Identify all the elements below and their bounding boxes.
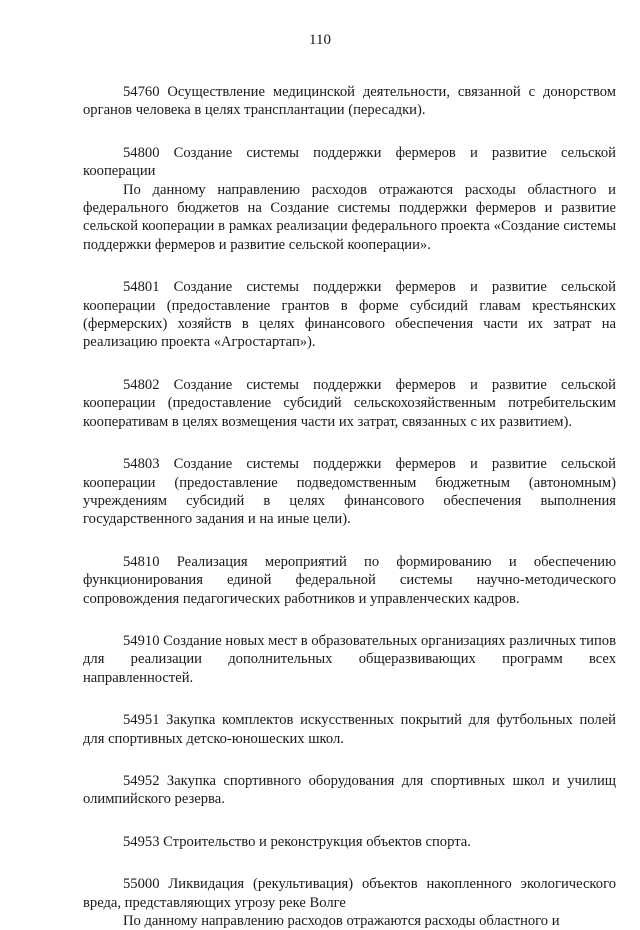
entry-heading bbox=[83, 772, 616, 809]
entry-heading bbox=[83, 455, 616, 529]
entry-54760 bbox=[83, 83, 616, 120]
entry-title: Ликвидация (рекультивация) объектов накопленного экологического вреда, представляющих угрозу реке Волге bbox=[83, 876, 616, 911]
entry-heading bbox=[83, 553, 616, 608]
entry-code: 55000 bbox=[123, 876, 160, 893]
entry-code: 54803 bbox=[123, 456, 160, 473]
entry-heading bbox=[83, 144, 616, 181]
entry-heading bbox=[83, 833, 616, 851]
entry-title: Создание системы поддержки фермеров и развитие сельской кооперации (предоставление подведомственным бюджетным (автономным) учреждениям субсидий в целях финансового обеспечения выполнения государственного задания и на иные цели). bbox=[83, 456, 616, 528]
entry-title: Реализация мероприятий по формированию и обеспечению функционирования единой федеральной системы научно-методического сопровождения педагогических работников и управленческих кадров. bbox=[83, 553, 616, 607]
entry-54800 bbox=[83, 144, 616, 254]
entry-54810 bbox=[83, 553, 616, 608]
entry-title: Строительство и реконструкция объектов спорта. bbox=[163, 833, 471, 850]
entry-heading bbox=[83, 711, 616, 748]
entry-title: Закупка комплектов искусственных покрытий для футбольных полей для спортивных детско-юношеских школ. bbox=[83, 712, 616, 747]
entry-heading bbox=[83, 83, 616, 120]
entry-54952 bbox=[83, 772, 616, 809]
entry-54803 bbox=[83, 455, 616, 529]
entry-description: По данному направлению расходов отражаются расходы областного и федерального бюджетов на Создание системы поддержки фермеров и развитие сельской кооперации в рамках реализации федерального проекта «Создание системы поддержки фермеров и развитие сельской кооперации». bbox=[83, 181, 616, 253]
entry-54910 bbox=[83, 632, 616, 687]
entry-description: По данному направлению расходов отражаются расходы областного и bbox=[123, 913, 560, 929]
entry-54801 bbox=[83, 278, 616, 352]
entry-title: Создание системы поддержки фермеров и развитие сельской кооперации bbox=[83, 144, 616, 180]
entry-title: Создание системы поддержки фермеров и развитие сельской кооперации (предоставление субсидий сельскохозяйственным потребительским кооперативам в целях возмещения части их затрат, связанных с их развитием). bbox=[83, 376, 616, 430]
entry-code: 54953 bbox=[123, 833, 160, 850]
entry-code: 54951 bbox=[123, 712, 160, 729]
entry-heading bbox=[83, 875, 616, 912]
entry-code: 54800 bbox=[123, 144, 160, 161]
document-body bbox=[83, 83, 616, 930]
page-number: 110 bbox=[309, 32, 331, 48]
entry-title: Создание новых мест в образовательных организациях различных типов для реализации дополнительных общеразвивающих программ всех направленностей. bbox=[83, 632, 616, 686]
entry-54953 bbox=[83, 833, 616, 851]
entry-code: 54760 bbox=[123, 84, 160, 100]
entry-heading bbox=[83, 278, 616, 352]
entry-title: Создание системы поддержки фермеров и развитие сельской кооперации (предоставление грантов в форме субсидий главам крестьянских (фермерских) хозяйств в целях финансового обеспечения части их затрат на реализацию проекта «Агростартап»). bbox=[83, 279, 616, 351]
entry-title: Закупка спортивного оборудования для спортивных школ и училищ олимпийского резерва. bbox=[83, 772, 616, 808]
entry-code: 54802 bbox=[123, 376, 160, 393]
entry-54802 bbox=[83, 376, 616, 431]
entry-code: 54810 bbox=[123, 553, 160, 570]
entry-heading bbox=[83, 376, 616, 431]
entry-54951 bbox=[83, 711, 616, 748]
entry-heading bbox=[83, 632, 616, 687]
entry-code: 54910 bbox=[123, 632, 160, 649]
entry-55000 bbox=[83, 875, 616, 930]
entry-title: Осуществление медицинской деятельности, связанной с донорством органов человека в целях трансплантации (пересадки). bbox=[83, 84, 616, 119]
entry-code: 54952 bbox=[123, 772, 160, 789]
entry-code: 54801 bbox=[123, 279, 160, 296]
